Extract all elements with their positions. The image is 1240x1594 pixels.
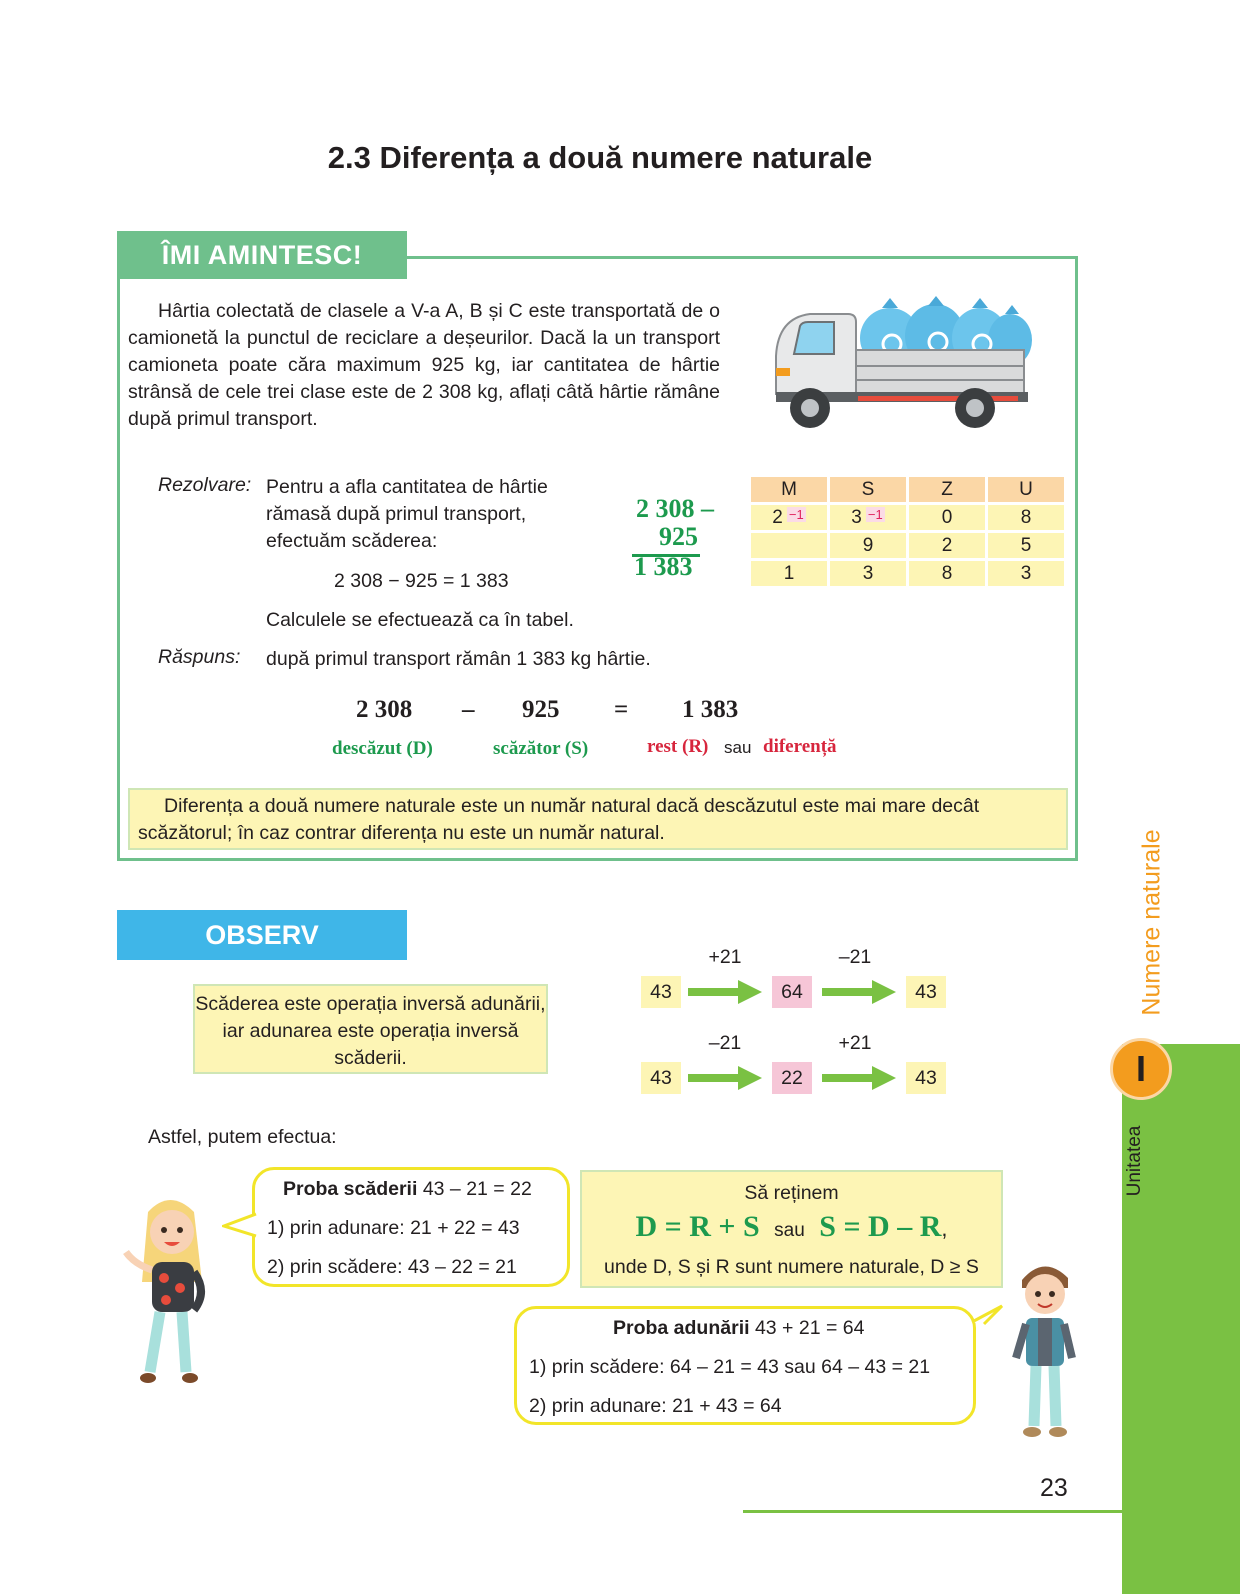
table-cell: 2 $^{-1}$ <box>751 505 827 530</box>
observ-box: Scăderea este operația inversă adunării, iar adunarea este operația inversă scăderii. <box>193 984 548 1074</box>
number-box: 43 <box>641 976 681 1008</box>
column-sub-top: 2 308 – <box>636 494 714 523</box>
remember-tag: ÎMI AMINTESC! <box>117 231 407 279</box>
formula-s: S = D – R <box>819 1210 942 1243</box>
table-cell: 9 <box>830 533 906 558</box>
formula-or: sau <box>774 1220 805 1241</box>
arrow-right-icon <box>822 978 898 1006</box>
rezolvare-label: Rezolvare: <box>158 474 252 496</box>
rezolvare-text: Pentru a afla cantitatea de hârtie rămasă după primul transport, efectuăm scăderea: <box>266 476 548 552</box>
definition-box <box>128 788 1068 850</box>
op-label: –21 <box>838 946 872 968</box>
proba-adunarii-line1: 1) prin scădere: 64 – 21 = 43 sau 64 – 43 = 21 <box>529 1356 931 1378</box>
number-box: 64 <box>772 976 812 1008</box>
term-d-value: 2 308 <box>356 696 413 723</box>
borrow-mark: −1 <box>867 506 883 522</box>
table-header: M <box>751 477 827 502</box>
unit-number: I <box>1135 1048 1146 1089</box>
term-or: sau <box>724 738 752 757</box>
retain-note: unde D, S și R sunt numere naturale, D ≥ S <box>604 1256 979 1278</box>
astfel-text: Astfel, putem efectua: <box>148 1126 337 1148</box>
column-sub-bottom: 1 383 <box>634 552 693 581</box>
column-sub-mid: 925 <box>659 522 698 551</box>
table-cell: 5 <box>988 533 1064 558</box>
arrow-right-icon <box>688 978 764 1006</box>
proba-adunarii-line2: 2) prin adunare: 21 + 43 = 64 <box>529 1395 782 1417</box>
term-minus: – <box>462 696 475 723</box>
unit-number-badge <box>1110 1038 1172 1100</box>
table-cell: 3 $^{-1}$ <box>830 505 906 530</box>
table-header: S <box>830 477 906 502</box>
chapter-label: Numere naturale <box>1137 829 1166 1016</box>
girl-illustration <box>120 1192 220 1392</box>
table-cell: 8 <box>909 561 985 586</box>
raspuns-label: Răspuns: <box>158 646 241 668</box>
equation: 2 308 − 925 = 1 383 <box>334 570 509 592</box>
unit-label: Unitatea <box>1124 1125 1145 1197</box>
arrow-right-icon <box>822 1064 898 1092</box>
retain-heading: Să reținem <box>744 1182 839 1204</box>
table-cell: 1 <box>751 561 827 586</box>
table-cell: 3 <box>988 561 1064 586</box>
number-box: 43 <box>906 1062 946 1094</box>
footer-line <box>743 1510 1123 1513</box>
raspuns-text: după primul transport rămân 1 383 kg hârtie. <box>266 648 651 670</box>
proba-adunarii-bubble <box>514 1306 976 1425</box>
op-label: +21 <box>838 1032 872 1054</box>
proba-adunarii-title: Proba adunării 43 + 21 = 64 <box>613 1317 865 1339</box>
op-label: +21 <box>708 946 742 968</box>
page-title: 2.3 Diferența a două numere naturale <box>327 140 873 175</box>
boy-illustration <box>1000 1254 1090 1444</box>
place-value-table <box>748 474 1067 589</box>
table-header: Z <box>909 477 985 502</box>
arrow-right-icon <box>688 1064 764 1092</box>
bubble-tail <box>222 1212 258 1238</box>
borrow-mark: −1 <box>788 506 804 522</box>
table-cell <box>751 533 827 558</box>
table-header: U <box>988 477 1064 502</box>
problem-text: Hârtia colectată de clasele a V-a A, B și C este transportată de o camionetă la punctul de reciclare a deșeurilor. Dacă la un transport camioneta poate căra maximum 925 kg, iar cantitatea de hârtie strânsă de cele trei clase este de 2 308 kg, aflați câtă hârtie rămâne după primul transport. <box>128 300 720 430</box>
page-number: 23 <box>1040 1474 1068 1502</box>
proba-scaderii-line2: 2) prin scădere: 43 – 22 = 21 <box>267 1256 517 1278</box>
calc-note: Calculele se efectuează ca în tabel. <box>266 609 574 631</box>
term-equals: = <box>614 696 629 723</box>
unit-label-wrap <box>1120 1120 1150 1200</box>
number-box: 43 <box>906 976 946 1008</box>
observ-tag: OBSERV <box>117 910 407 960</box>
term-r-value: 1 383 <box>682 696 739 723</box>
proba-scaderii-title: Proba scăderii 43 – 21 = 22 <box>283 1178 532 1200</box>
table-cell: 8 <box>988 505 1064 530</box>
definition-text: Diferența a două numere naturale este un număr natural dacă descăzutul este mai mare decât scăzătorul; în caz contrar diferența nu este un număr natural. <box>138 795 980 844</box>
table-cell: 2 <box>909 533 985 558</box>
op-label: –21 <box>708 1032 742 1054</box>
term-s-label: scăzător (S) <box>493 738 589 759</box>
table-cell: 0 <box>909 505 985 530</box>
number-box: 22 <box>772 1062 812 1094</box>
truck-illustration <box>770 296 1050 436</box>
proba-scaderii-bubble <box>252 1167 570 1287</box>
term-diff-label: diferență <box>763 736 837 757</box>
table-cell: 3 <box>830 561 906 586</box>
term-r-label: rest (R) <box>647 736 709 757</box>
term-s-value: 925 <box>522 696 560 723</box>
chapter-label-wrap <box>1042 829 1240 1016</box>
retain-box <box>580 1170 1003 1288</box>
formula-d: D = R + S <box>635 1210 760 1243</box>
retain-formulas: D = R + S sau S = D – R, <box>635 1210 948 1243</box>
proba-scaderii-line1: 1) prin adunare: 21 + 22 = 43 <box>267 1217 520 1239</box>
number-box: 43 <box>641 1062 681 1094</box>
term-d-label: descăzut (D) <box>332 738 433 759</box>
